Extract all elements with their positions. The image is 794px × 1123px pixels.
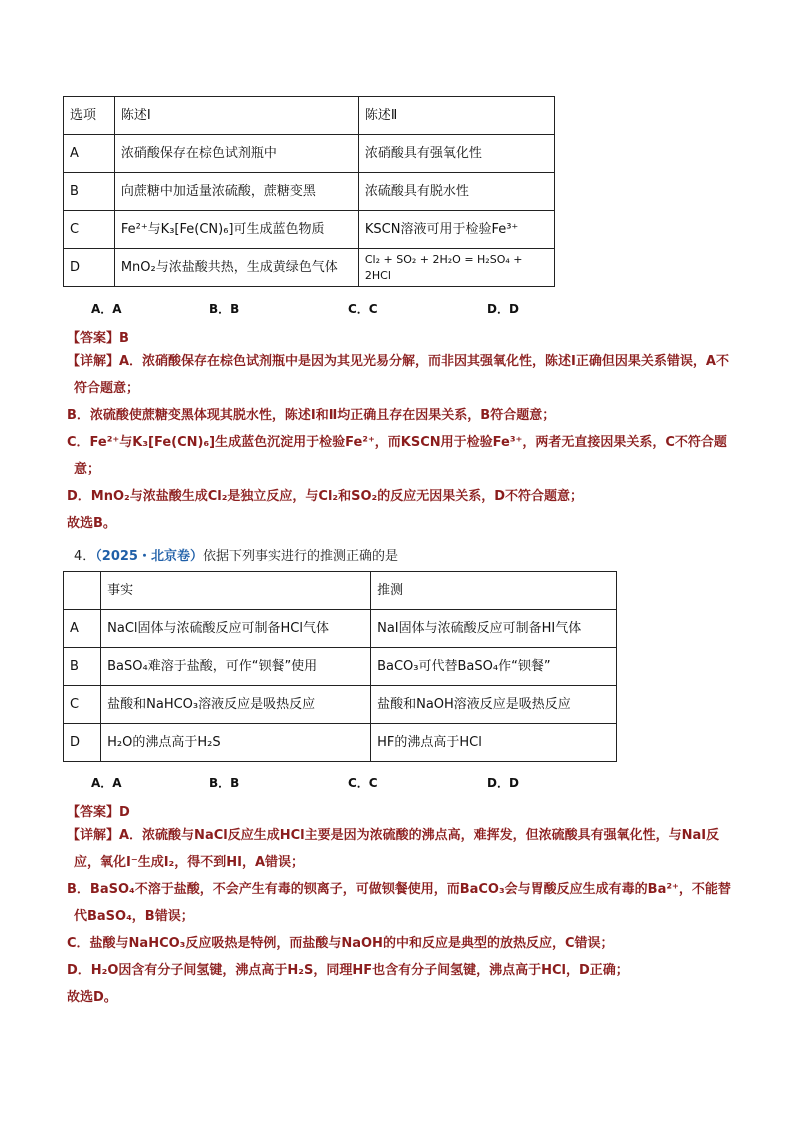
explanation-line: D．H₂O因含有分子间氢键，沸点高于H₂S，同理HF也含有分子间氢键，沸点高于HCl，D正确； — [67, 963, 629, 978]
table-row — [64, 610, 617, 648]
table-row — [64, 211, 555, 249]
table-cell: D — [64, 249, 115, 287]
table-cell: NaI固体与浓硫酸反应可制备HI气体 — [371, 610, 617, 648]
explanation-line: C．Fe²⁺与K₃[Fe(CN)₆]生成蓝色沉淀用于检验Fe²⁺，而KSCN用于检验Fe³⁺，两者无直接因果关系，C不符合题意； — [67, 435, 727, 477]
table-cell: MnO₂与浓盐酸共热，生成黄绿色气体 — [114, 249, 358, 287]
q4-explanation — [67, 822, 734, 1011]
q4-options — [91, 774, 571, 790]
question-number: 4． — [74, 549, 96, 564]
table-row — [64, 249, 555, 287]
table-row — [64, 724, 617, 762]
table-cell: 浓硫酸具有脱水性 — [358, 173, 554, 211]
table-cell: 盐酸和NaHCO₃溶液反应是吸热反应 — [101, 686, 371, 724]
q3-options — [91, 300, 571, 316]
explanation-line: 【详解】A．浓硫酸与NaCl反应生成HCl主要是因为浓硫酸的沸点高，难挥发，但浓硫酸具有强氧化性，与NaI反应，氧化I⁻生成I₂，得不到HI，A错误； — [67, 828, 720, 870]
table-row — [64, 686, 617, 724]
table-cell: Fe²⁺与K₃[Fe(CN)₆]可生成蓝色物质 — [114, 211, 358, 249]
table-cell: 陈述Ⅰ — [114, 97, 358, 135]
table-cell: NaCl固体与浓硫酸反应可制备HCl气体 — [101, 610, 371, 648]
option-a[interactable]: A．A — [91, 776, 122, 790]
option-c[interactable]: C．C — [348, 302, 378, 316]
explanation-line: B．BaSO₄不溶于盐酸，不会产生有毒的钡离子，可做钡餐使用，而BaCO₃会与胃酸反应生成有毒的Ba²⁺，不能替代BaSO₄，B错误； — [67, 882, 731, 924]
q4-heading — [74, 545, 398, 564]
table-row — [64, 135, 555, 173]
table-cell: BaCO₃可代替BaSO₄作“钡餐” — [371, 648, 617, 686]
option-b[interactable]: B．B — [209, 776, 240, 790]
q4-answer: 【答案】D — [67, 805, 130, 820]
option-d[interactable]: D．D — [487, 776, 519, 790]
table-cell: HF的沸点高于HCl — [371, 724, 617, 762]
table-cell: 浓硝酸保存在棕色试剂瓶中 — [114, 135, 358, 173]
table-header-row — [64, 572, 617, 610]
option-a[interactable]: A．A — [91, 302, 122, 316]
table-cell: A — [64, 135, 115, 173]
table-cell — [64, 572, 101, 610]
table-cell: H₂O的沸点高于H₂S — [101, 724, 371, 762]
option-d[interactable]: D．D — [487, 302, 519, 316]
q4-table — [63, 571, 617, 762]
table-cell: C — [64, 211, 115, 249]
question-source: （2025・北京卷） — [95, 549, 203, 564]
explanation-line: B．浓硫酸使蔗糖变黑体现其脱水性，陈述Ⅰ和Ⅱ均正确且存在因果关系，B符合题意； — [67, 408, 556, 423]
table-cell: 浓硝酸具有强氧化性 — [358, 135, 554, 173]
option-b[interactable]: B．B — [209, 302, 240, 316]
table-cell: KSCN溶液可用于检验Fe³⁺ — [358, 211, 554, 249]
explanation-line: 故选B。 — [67, 516, 116, 531]
table-cell: BaSO₄难溶于盐酸，可作“钡餐”使用 — [101, 648, 371, 686]
table-cell: B — [64, 648, 101, 686]
table-row — [64, 173, 555, 211]
table-cell: 陈述Ⅱ — [358, 97, 554, 135]
question-stem: 依据下列事实进行的推测正确的是 — [202, 549, 398, 564]
explanation-line: C．盐酸与NaHCO₃反应吸热是特例，而盐酸与NaOH的中和反应是典型的放热反应，C错误； — [67, 936, 614, 951]
q3-explanation — [67, 348, 734, 537]
q3-answer: 【答案】B — [67, 331, 129, 346]
option-c[interactable]: C．C — [348, 776, 378, 790]
table-cell: C — [64, 686, 101, 724]
q3-table — [63, 96, 555, 287]
table-cell: 事实 — [101, 572, 371, 610]
table-cell: 推测 — [371, 572, 617, 610]
table-cell: Cl₂ + SO₂ + 2H₂O = H₂SO₄ + 2HCl — [358, 249, 554, 287]
table-cell: B — [64, 173, 115, 211]
table-cell: 选项 — [64, 97, 115, 135]
table-header-row — [64, 97, 555, 135]
explanation-line: D．MnO₂与浓盐酸生成Cl₂是独立反应，与Cl₂和SO₂的反应无因果关系，D不符合题意； — [67, 489, 584, 504]
table-cell: D — [64, 724, 101, 762]
table-row — [64, 648, 617, 686]
table-cell: 盐酸和NaOH溶液反应是吸热反应 — [371, 686, 617, 724]
table-cell: A — [64, 610, 101, 648]
explanation-line: 故选D。 — [67, 990, 117, 1005]
table-cell: 向蔗糖中加适量浓硫酸，蔗糖变黑 — [114, 173, 358, 211]
explanation-line: 【详解】A．浓硝酸保存在棕色试剂瓶中是因为其见光易分解，而非因其强氧化性，陈述Ⅰ正确但因果关系错误，A不符合题意； — [67, 354, 729, 396]
